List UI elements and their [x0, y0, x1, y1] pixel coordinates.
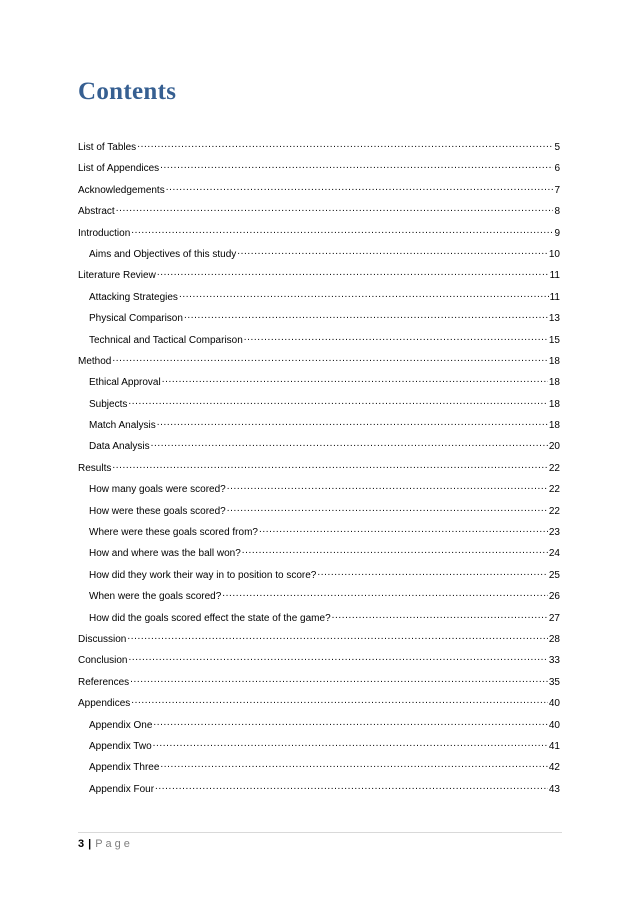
toc-entry-page: 15	[548, 334, 560, 346]
toc-entry[interactable]	[78, 480, 560, 501]
toc-dot-leader	[160, 159, 553, 171]
toc-entry[interactable]	[78, 288, 560, 309]
toc-dot-leader	[160, 758, 547, 770]
toc-dot-leader	[237, 245, 548, 257]
toc-entry[interactable]	[78, 159, 560, 180]
toc-entry[interactable]	[78, 609, 560, 630]
toc-entry-title: Physical Comparison	[89, 313, 183, 325]
toc-entry-page: 18	[548, 355, 560, 367]
contents-heading: Contents	[78, 78, 177, 105]
toc-entry[interactable]	[78, 437, 560, 458]
toc-dot-leader	[222, 587, 548, 599]
toc-entry-page: 6	[554, 163, 560, 175]
toc-dot-leader	[130, 673, 548, 685]
toc-dot-leader	[184, 309, 548, 321]
toc-entry-page: 40	[548, 719, 560, 731]
toc-entry[interactable]	[78, 459, 560, 480]
toc-entry[interactable]	[78, 266, 560, 287]
toc-entry-page: 18	[548, 420, 560, 432]
toc-dot-leader	[128, 395, 548, 407]
toc-entry-page: 33	[548, 655, 560, 667]
toc-entry-title: Method	[78, 355, 112, 367]
toc-dot-leader	[227, 480, 548, 492]
toc-entry-page: 35	[548, 676, 560, 688]
toc-dot-leader	[166, 181, 554, 193]
toc-entry[interactable]	[78, 224, 560, 245]
toc-entry-title: Ethical Approval	[89, 377, 161, 389]
toc-entry-title: Technical and Tactical Comparison	[89, 334, 243, 346]
footer-page-number: 3	[78, 838, 85, 850]
toc-entry[interactable]	[78, 523, 560, 544]
toc-entry-page: 40	[548, 698, 560, 710]
toc-entry-title: Attacking Strategies	[89, 291, 178, 303]
toc-entry-title: Appendix Three	[89, 762, 160, 774]
toc-dot-leader	[151, 437, 548, 449]
toc-dot-leader	[153, 716, 547, 728]
toc-entry-page: 42	[548, 762, 560, 774]
toc-entry-page: 22	[548, 462, 560, 474]
toc-entry[interactable]	[78, 245, 560, 266]
toc-entry-page: 7	[554, 184, 560, 196]
toc-dot-leader	[112, 459, 548, 471]
toc-entry-page: 22	[548, 505, 560, 517]
toc-entry-page: 41	[548, 740, 560, 752]
toc-entry-title: How did they work their way in to position to score?	[89, 569, 317, 581]
toc-entry-title: Data Analysis	[89, 441, 150, 453]
toc-entry-title: List of Tables	[78, 142, 137, 153]
toc-entry[interactable]	[78, 673, 560, 694]
toc-entry[interactable]	[78, 181, 560, 202]
toc-entry-page: 18	[548, 398, 560, 410]
toc-entry-page: 22	[548, 484, 560, 496]
toc-entry-title: Acknowledgements	[78, 184, 165, 196]
toc-dot-leader	[259, 523, 548, 535]
toc-entry-title: Match Analysis	[89, 420, 156, 432]
toc-entry[interactable]	[78, 502, 560, 523]
toc-entry-page: 11	[549, 291, 560, 303]
toc-entry-page: 5	[554, 142, 560, 153]
toc-entry-title: References	[78, 676, 130, 688]
toc-entry-title: Literature Review	[78, 270, 156, 282]
toc-entry[interactable]	[78, 544, 560, 565]
toc-entry-title: Appendix Two	[89, 740, 152, 752]
toc-dot-leader	[244, 331, 548, 343]
toc-entry-page: 18	[548, 377, 560, 389]
toc-entry-page: 25	[548, 569, 560, 581]
toc-entry-page: 9	[554, 227, 560, 239]
toc-entry[interactable]	[78, 416, 560, 437]
toc-dot-leader	[131, 694, 548, 706]
toc-entry[interactable]	[78, 331, 560, 352]
toc-entry-page: 28	[548, 633, 560, 645]
toc-entry[interactable]	[78, 780, 560, 801]
footer-separator: |	[88, 838, 92, 850]
toc-entry[interactable]	[78, 694, 560, 715]
toc-entry[interactable]	[78, 630, 560, 651]
toc-entry-title: Appendices	[78, 698, 131, 710]
toc-entry-page: 23	[548, 527, 560, 539]
toc-entry-page: 13	[548, 313, 560, 325]
toc-entry[interactable]	[78, 202, 560, 223]
toc-entry-page: 10	[548, 248, 560, 260]
toc-entry-page: 27	[548, 612, 560, 624]
toc-entry[interactable]	[78, 587, 560, 608]
toc-dot-leader	[317, 566, 548, 578]
toc-entry[interactable]	[78, 737, 560, 758]
toc-entry-page: 43	[548, 783, 560, 795]
toc-entry[interactable]	[78, 716, 560, 737]
toc-entry-title: Discussion	[78, 633, 127, 645]
toc-dot-leader	[137, 138, 553, 150]
toc-entry-page: 8	[554, 206, 560, 218]
toc-dot-leader	[131, 224, 553, 236]
toc-dot-leader	[155, 780, 548, 792]
toc-dot-leader	[112, 352, 548, 364]
footer-page-label: Page	[95, 838, 133, 850]
toc-entry[interactable]	[78, 352, 560, 373]
toc-entry-title: Conclusion	[78, 655, 128, 667]
toc-entry-page: 26	[548, 591, 560, 603]
toc-dot-leader	[116, 202, 554, 214]
toc-entry-title: Where were these goals scored from?	[89, 527, 258, 539]
toc-dot-leader	[127, 630, 548, 642]
toc-dot-leader	[128, 651, 547, 663]
toc-entry-title: Introduction	[78, 227, 131, 239]
toc-entry-title: Results	[78, 462, 112, 474]
toc-entry-title: How and where was the ball won?	[89, 548, 241, 560]
toc-entry-title: How many goals were scored?	[89, 484, 226, 496]
toc-entry[interactable]	[78, 138, 560, 159]
toc-entry[interactable]	[78, 373, 560, 394]
toc-entry-page: 24	[548, 548, 560, 560]
toc-entry[interactable]	[78, 651, 560, 672]
table-of-contents	[78, 138, 560, 801]
toc-dot-leader	[332, 609, 548, 621]
toc-entry[interactable]	[78, 566, 560, 587]
toc-entry-title: When were the goals scored?	[89, 591, 222, 603]
toc-entry-title: Appendix Four	[89, 783, 155, 795]
toc-dot-leader	[179, 288, 549, 300]
toc-entry-title: List of Appendices	[78, 163, 160, 175]
toc-entry-page: 11	[549, 270, 560, 282]
toc-entry[interactable]	[78, 758, 560, 779]
footer-divider	[78, 832, 562, 833]
page-footer	[78, 838, 133, 850]
toc-entry-title: Subjects	[89, 398, 128, 410]
toc-dot-leader	[227, 502, 548, 514]
toc-dot-leader	[157, 416, 548, 428]
toc-entry[interactable]	[78, 395, 560, 416]
toc-dot-leader	[242, 544, 548, 556]
toc-entry[interactable]	[78, 309, 560, 330]
toc-dot-leader	[153, 737, 548, 749]
toc-entry-title: Aims and Objectives of this study	[89, 248, 237, 260]
toc-dot-leader	[157, 266, 549, 278]
toc-entry-page: 20	[548, 441, 560, 453]
toc-entry-title: How were these goals scored?	[89, 505, 226, 517]
toc-entry-title: Appendix One	[89, 719, 153, 731]
toc-entry-title: Abstract	[78, 206, 115, 218]
toc-entry-title: How did the goals scored effect the state of the game?	[89, 612, 331, 624]
toc-dot-leader	[162, 373, 548, 385]
